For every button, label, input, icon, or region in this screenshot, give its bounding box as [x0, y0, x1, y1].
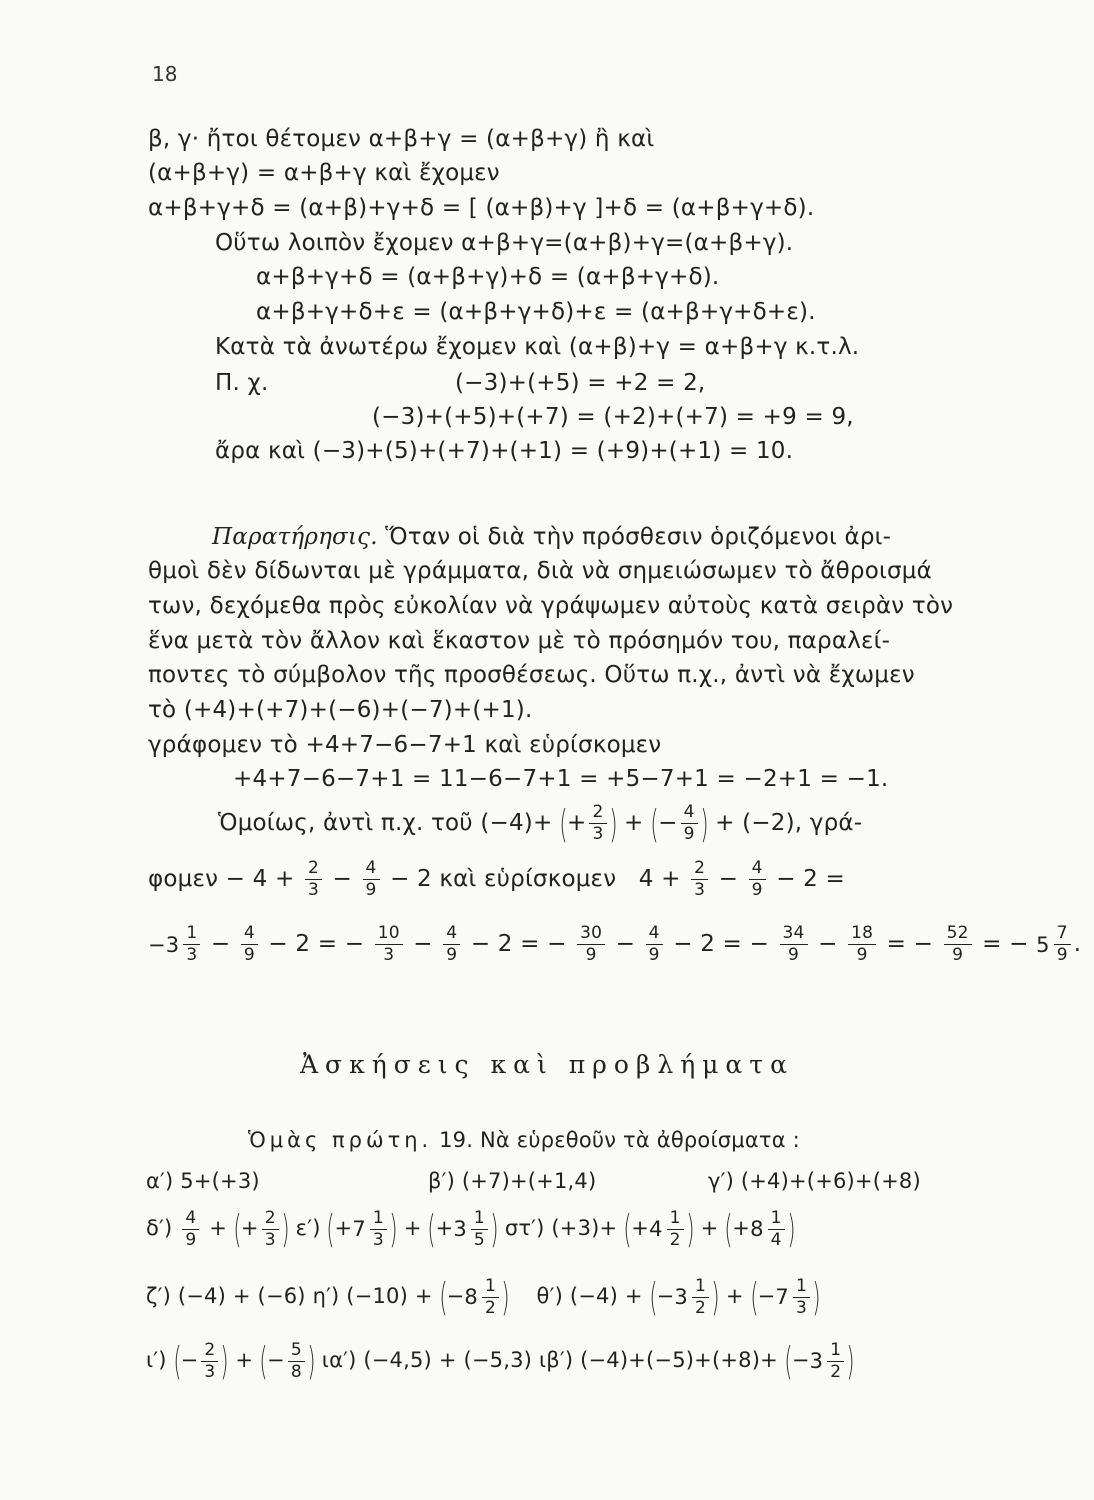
text-line: α+β+γ+δ+ε = (α+β+γ+δ)+ε = (α+β+γ+δ+ε). [256, 299, 816, 325]
fraction: $\frac{2}{3}$ [589, 804, 606, 843]
remark-line: γράφομεν τὸ +4+7−6−7+1 καὶ εὑρίσκομεν [148, 732, 662, 758]
text-line: (−3)+(+5)+(+7) = (+2)+(+7) = +9 = 9, [372, 404, 854, 430]
exercise-group: Ὁμὰς πρώτη. [248, 1128, 433, 1152]
fraction: $\frac{4}{9}$ [681, 804, 698, 843]
text-line: Π. χ. [215, 370, 269, 396]
remark-line: +4+7−6−7+1 = 11−6−7+1 = +5−7+1 = −2+1 = −1. [233, 766, 889, 792]
exercise-row-2: δ′) $\frac{4}{9}$ + (+ $\frac{2}{3}$ ) ε′) (+ 7 1 3 ) + (+ 3 1 5 ) στ′) (+3)+ (+ 4 1 2 ) + (+ 8 1 4 ) [146, 1207, 796, 1251]
text-line: (−3)+(+5) = +2 = 2, [455, 370, 706, 396]
remark-line: των, δεχόμεθα πρὸς εὐκολίαν νὰ γράψωμεν αὐτοὺς κατὰ σειρὰν τὸν [148, 593, 954, 619]
section-heading: Ἀσκήσεις καὶ προβλήματα [299, 1050, 795, 1079]
similar-text-d: − 2 καὶ εὑρίσκομεν [390, 866, 617, 892]
fraction: $\frac{2}{3}$ [691, 860, 708, 899]
page-number: 18 [152, 62, 178, 86]
similar-line: Ὁμοίως, ἀντὶ π.χ. τοῦ (−4)+ (+ $\frac{2}{3}$ ) + (− $\frac{4}{9}$ ) + (−2), γρά- [218, 801, 863, 846]
similar-text-c: φομεν − 4 + [148, 866, 295, 892]
exercise-a: α′) 5+(+3) [146, 1169, 260, 1193]
fraction: $\frac{4}{9}$ [363, 860, 380, 899]
exercise-intro [248, 1125, 800, 1155]
text-line: β, γ· ἤτοι θέτομεν α+β+γ = (α+β+γ) ἢ καὶ [148, 126, 655, 152]
text-line: Οὕτω λοιπὸν ἔχομεν α+β+γ=(α+β)+γ=(α+β+γ). [215, 230, 794, 256]
similar-text-b: + (−2), γρά- [715, 810, 863, 836]
text-line: α+β+γ+δ = (α+β)+γ+δ = [ (α+β)+γ ]+δ = (α+β+γ+δ). [148, 195, 815, 221]
remark-line: θμοὶ δὲν δίδωνται μὲ γράμματα, διὰ νὰ σημειώσωμεν τὸ ἄθροισμά [148, 558, 932, 584]
fraction: $\frac{2}{3}$ [305, 860, 322, 899]
fraction: $\frac{4}{9}$ [749, 860, 766, 899]
similar-line: φομεν − 4 + $\frac{2}{3}$ − $\frac{4}{9}$ − 2 καὶ εὑρίσκομεν 4 + $\frac{2}{3}$ − $\frac{4}{9}$ − 2 = [148, 858, 846, 900]
exercise-title: 19. Νὰ εὑρεθοῦν τὰ ἀθροίσματα : [439, 1128, 800, 1152]
text-line: Κατὰ τὰ ἀνωτέρω ἔχομεν καὶ (α+β)+γ = α+β+γ κ.τ.λ. [215, 334, 860, 360]
text-line: α+β+γ+δ = (α+β+γ)+δ = (α+β+γ+δ). [256, 264, 720, 290]
exercise-b: β′) (+7)+(+1,4) [428, 1169, 597, 1193]
text-line: (α+β+γ) = α+β+γ καὶ ἔχομεν [148, 160, 500, 186]
text-line: ἄρα καὶ (−3)+(5)+(+7)+(+1) = (+9)+(+1) = 10. [215, 438, 794, 464]
exercise-row-4: ι′) (− $\frac{2}{3}$ ) + (− $\frac{5}{8}$ ) ια′) (−4,5) + (−5,3) ιβ′) (−4)+(−5)+(+8)+ (− 3 1 2 ) [146, 1339, 855, 1383]
similar-text-e: − 2 = [776, 866, 846, 892]
remark-line: ἕνα μετὰ τὸν ἄλλον καὶ ἕκαστον μὲ τὸ πρόσημόν του, παραλεί- [148, 628, 891, 654]
similar-text-a: Ὁμοίως, ἀντὶ π.χ. τοῦ (−4)+ [218, 810, 553, 836]
computation-line: −3 1 3 − $\frac{4}{9}$ − 2 = − $\frac{10}{3}$ − $\frac{4}{9}$ − 2 = − $\frac{30}{9}$ − $\frac{4}{9}$ − 2 = − $\frac{34}{9}$ − $\frac{18}{9}$ = − $\frac{52}{9}$ = − 5 7 9 . [148, 923, 1082, 965]
remark-label: Παρατήρησις. [212, 524, 378, 550]
remark-line: τὸ (+4)+(+7)+(−6)+(−7)+(+1). [148, 697, 533, 723]
exercise-g: γ′) (+4)+(+6)+(+8) [708, 1169, 921, 1193]
exercise-row-3: ζ′) (−4) + (−6) η′) (−10) + (− 8 1 2 ) θ′) (−4) + (− 3 1 2 ) + (− 7 1 3 ) [146, 1275, 821, 1319]
remark-line: ποντες τὸ σύμβολον τῆς προσθέσεως. Οὕτω π.χ., ἀντὶ νὰ ἔχωμεν [148, 662, 915, 688]
remark-line [212, 522, 891, 552]
remark-first: Ὅταν οἱ διὰ τὴν πρόσθεσιν ὁριζόμενοι ἀρι- [385, 524, 892, 550]
